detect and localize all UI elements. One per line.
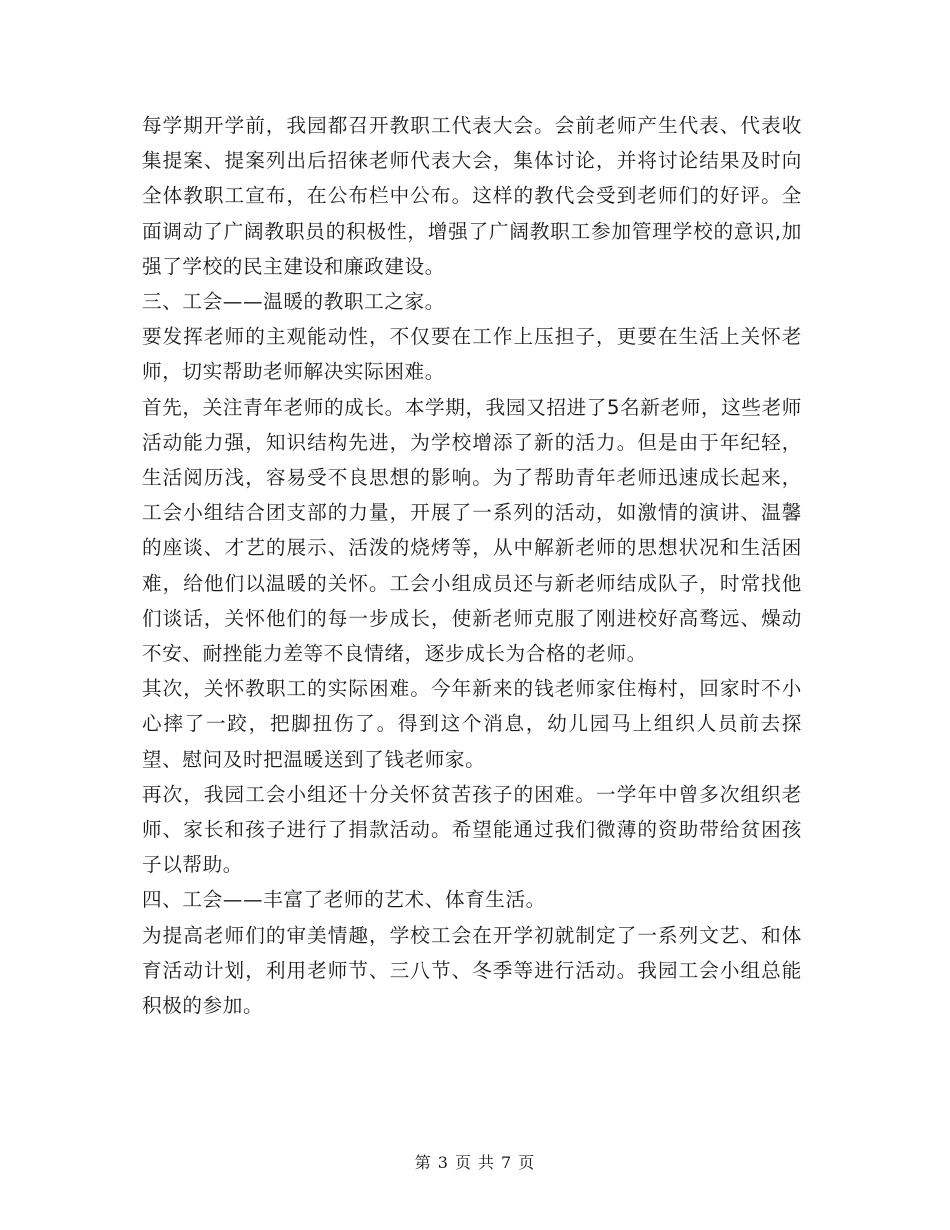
footer-middle: 页 共 xyxy=(454,1153,496,1172)
page-footer xyxy=(0,1150,950,1173)
footer-prefix: 第 xyxy=(414,1153,432,1172)
footer-suffix: 页 xyxy=(518,1153,536,1172)
section-heading-4: 四、工会——丰富了老师的艺术、体育生活。 xyxy=(142,888,546,912)
paragraph-3: 首先，关注青年老师的成长。本学期，我园又招进了5名新老师，这些老师活动能力强，知识结构先进，为学校增添了新的活力。但是由于年纪轻，生活阅历浅，容易受不良思想的影响。为了帮助青年老师迅速成长起来，工会小组结合团支部的力量，开展了一系列的活动，如激情的演讲、温馨的座谈、才艺的展示、活泼的烧烤等，从中解新老师的思想状况和生活困难，给他们以温暖的关怀。工会小组成员还与新老师结成队子，时常找他们谈话，关怀他们的每一步成长，使新老师克服了刚进校好高骛远、燥动不安、耐挫能力差等不良情绪，逐步成长为合格的老师。 xyxy=(142,395,802,666)
section-heading-3: 三、工会——温暖的教职工之家。 xyxy=(142,290,445,314)
paragraph-2: 要发挥老师的主观能动性，不仅要在工作上压担子，更要在生活上关怀老师，切实帮助老师解决实际困难。 xyxy=(142,325,802,384)
paragraph-5: 再次，我园工会小组还十分关怀贫苦孩子的困难。一学年中曾多次组织老师、家长和孩子进行了捐款活动。希望能通过我们微薄的资助带给贫困孩子以帮助。 xyxy=(142,782,802,877)
paragraph-6: 为提高老师们的审美情趣，学校工会在开学初就制定了一系列文艺、和体育活动计划，利用老师节、三八节、冬季等进行活动。我园工会小组总能积极的参加。 xyxy=(142,923,802,1018)
paragraph-1: 每学期开学前，我园都召开教职工代表大会。会前老师产生代表、代表收集提案、提案列出后招徕老师代表大会，集体讨论，并将讨论结果及时向全体教职工宣布，在公布栏中公布。这样的教代会受到老师们的好评。全面调动了广阔教职员的积极性，增强了广阔教职工参加管理学校的意识,加强了学校的民主建设和廉政建设。 xyxy=(142,114,802,278)
footer-page-number: 3 xyxy=(437,1153,449,1172)
document-body xyxy=(142,108,802,1023)
paragraph-4: 其次，关怀教职工的实际困难。今年新来的钱老师家住梅村，回家时不小心摔了一跤，把脚扭伤了。得到这个消息，幼儿园马上组织人员前去探望、慰问及时把温暖送到了钱老师家。 xyxy=(142,677,802,771)
footer-total-pages: 7 xyxy=(501,1153,513,1172)
